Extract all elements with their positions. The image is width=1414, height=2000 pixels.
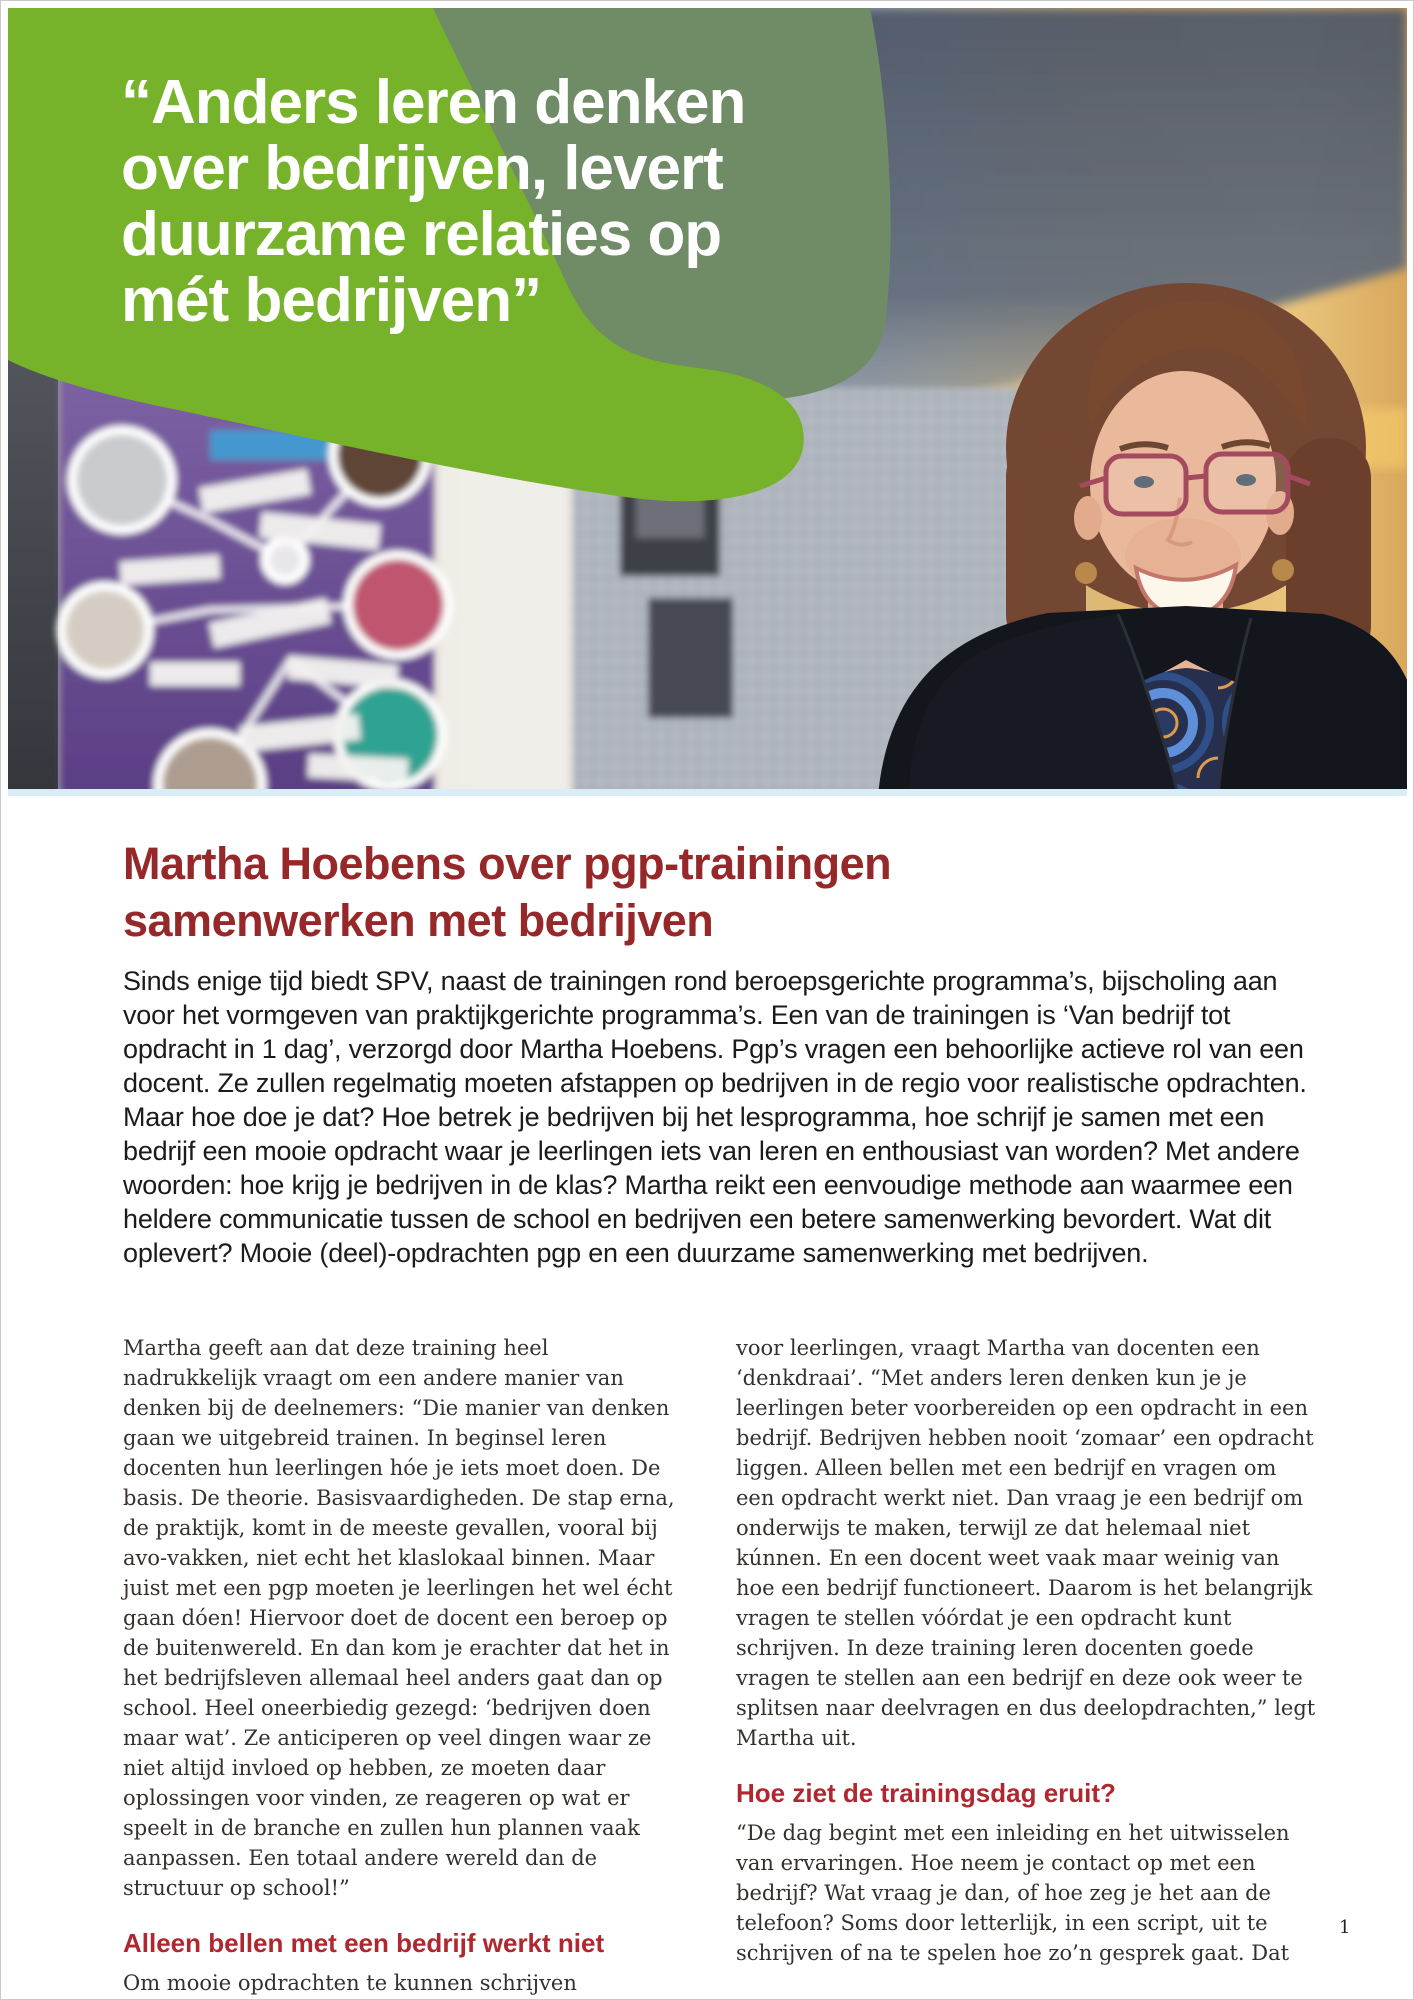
subheading-alleen-bellen: Alleen bellen met een bedrijf werkt niet [123, 1928, 605, 1958]
body-paragraph: Om mooie opdrachten te kunnen schrijven [123, 1971, 577, 1995]
body-paragraph: voor leerlingen, vraagt Martha van docenten een ‘denkdraai’. “Met anders leren denken kun je je leerlingen beter voorbereiden op een opdracht in een bedrijf. Bedrijven hebben nooit ‘zomaar’ een opdracht liggen. Alleen bellen met een bedrijf en vragen om een opdracht werkt niet. Dan vraag je een bedrijf om onderwijs te maken, terwijl ze dat helemaal niet kúnnen. En een docent weet vaak maar weinig van hoe een bedrijf functioneert. Daarom is het belangrijk vragen te stellen vóórdat je een opdracht kunt schrijven. In deze training leren docenten goede vragen te stellen aan een bedrijf en deze ook weer te splitsen naar deelvragen en dus deelopdrachten,” legt Martha uit. [736, 1336, 1316, 1750]
hero-quote-line: mét bedrijven” [121, 266, 542, 335]
body-paragraph: Martha geeft aan dat deze training heel nadrukkelijk vraagt om een andere manier van denken bij de deelnemers: “Die manier van denken gaan we uitgebreid trainen. In beginsel leren docenten hun leerlingen hóe je iets moet doen. De basis. De theorie. Basisvaardigheden. De stap erna, de praktijk, komt in de meeste gevallen, vooral bij avo-vakken, niet echt het klaslokaal binnen. Maar juist met een pgp moeten je leerlingen het wel écht gaan dóen! Hiervoor doet de docent een beroep op de buitenwereld. En dan kom je erachter dat het in het bedrijfsleven allemaal heel anders gaat dan op school. Heel oneerbiedig gezegd: ‘bedrijven doen maar wat’. Ze anticiperen op veel dingen waar ze niet altijd invloed op hebben, ze moeten daar oplossingen voor vinden, ze reageren op wat er speelt in de branche en zullen hun plannen vaak aanpassen. Een totaal andere wereld dan de structuur op school!” [123, 1336, 675, 1900]
column-right [736, 1333, 1316, 1968]
article-title-line: Martha Hoebens over pgp-trainingen [123, 838, 892, 889]
article-title-line: samenwerken met bedrijven [123, 895, 714, 946]
page-number: 1 [1339, 1917, 1351, 1938]
hero-quote-line: duurzame relaties op [121, 200, 722, 269]
hero-section [8, 8, 1407, 796]
column-left [123, 1333, 678, 1998]
hero-quote-line: over bedrijven, levert [121, 134, 723, 203]
article-title [123, 835, 891, 949]
body-paragraph: “De dag begint met een inleiding en het uitwisselen van ervaringen. Hoe neem je contact op met een bedrijf? Wat vraag je dan, of hoe zeg je het aan de telefoon? Soms door letterlijk, in een script, uit te schrijven of na te spelen hoe zo’n gesprek gaat. Dat [736, 1821, 1290, 1965]
article-intro: Sinds enige tijd biedt SPV, naast de trainingen rond beroepsgerichte programma’s, bijscholing aan voor het vormgeven van praktijkgerichte programma’s. Een van de trainingen is ‘Van bedrijf tot opdracht in 1 dag’, verzorgd door Martha Hoebens. Pgp’s vragen een behoorlijke actieve rol van een docent. Ze zullen regelmatig moeten afstappen op bedrijven in de regio voor realistische opdrachten. Maar hoe doe je dat? Hoe betrek je bedrijven bij het lesprogramma, hoe schrijf je samen met een bedrijf een mooie opdracht waar je leerlingen iets van leren en enthousiast van worden? Met andere woorden: hoe krijg je bedrijven in de klas? Martha reikt een eenvoudige methode aan waarmee een heldere communicatie tussen de school en bedrijven een betere samenwerking bevordert. Wat dit oplevert? Mooie (deel)-opdrachten pgp en een duurzame samenwerking met bedrijven. [123, 966, 1307, 1268]
hero-quote-line: “Anders leren denken [121, 68, 746, 137]
hero-quote [121, 70, 745, 334]
subheading-trainingsdag: Hoe ziet de trainingsdag eruit? [736, 1778, 1116, 1808]
